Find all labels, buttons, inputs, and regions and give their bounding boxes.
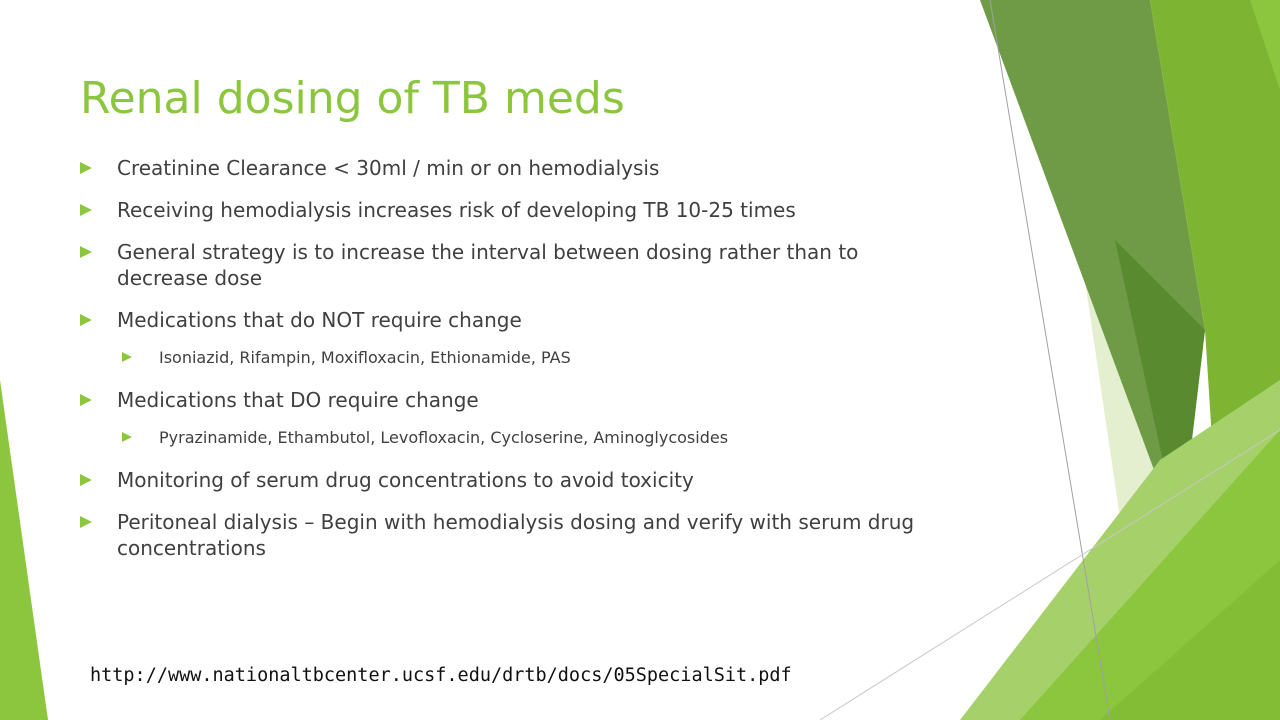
bullet-arrow-icon — [80, 394, 92, 406]
bullet-arrow-icon — [122, 352, 132, 362]
bullet-item — [80, 467, 930, 493]
bullet-arrow-icon — [80, 474, 92, 486]
bullet-item — [80, 387, 930, 413]
sub-bullet-item — [122, 347, 930, 369]
bullet-arrow-icon — [80, 246, 92, 258]
bullet-item — [80, 155, 930, 181]
left-facet — [0, 380, 48, 720]
sub-bullet-text: Isoniazid, Rifampin, Moxifloxacin, Ethionamide, PAS — [159, 348, 571, 367]
bullet-text: General strategy is to increase the interval between dosing rather than to decrease dose — [117, 240, 859, 290]
bullet-item — [80, 239, 930, 291]
slide-title: Renal dosing of TB meds — [80, 73, 625, 124]
bullet-text: Monitoring of serum drug concentrations to avoid toxicity — [117, 468, 694, 492]
bullet-text: Receiving hemodialysis increases risk of developing TB 10-25 times — [117, 198, 796, 222]
bullet-list — [80, 155, 930, 577]
bullet-arrow-icon — [80, 314, 92, 326]
sub-bullet-text: Pyrazinamide, Ethambutol, Levofloxacin, Cycloserine, Aminoglycosides — [159, 428, 729, 447]
bullet-item — [80, 509, 930, 561]
bullet-arrow-icon — [122, 432, 132, 442]
bullet-text: Medications that DO require change — [117, 388, 479, 412]
bullet-arrow-icon — [80, 516, 92, 528]
bullet-arrow-icon — [80, 162, 92, 174]
bullet-item — [80, 197, 930, 223]
bullet-text: Medications that do NOT require change — [117, 308, 522, 332]
bullet-item — [80, 307, 930, 333]
sub-bullet-item — [122, 427, 930, 449]
source-url[interactable]: http://www.nationaltbcenter.ucsf.edu/drtb/docs/05SpecialSit.pdf — [90, 665, 792, 686]
bullet-text: Peritoneal dialysis – Begin with hemodialysis dosing and verify with serum drug concentrations — [117, 510, 915, 560]
bullet-arrow-icon — [80, 204, 92, 216]
bullet-text: Creatinine Clearance < 30ml / min or on hemodialysis — [117, 156, 660, 180]
